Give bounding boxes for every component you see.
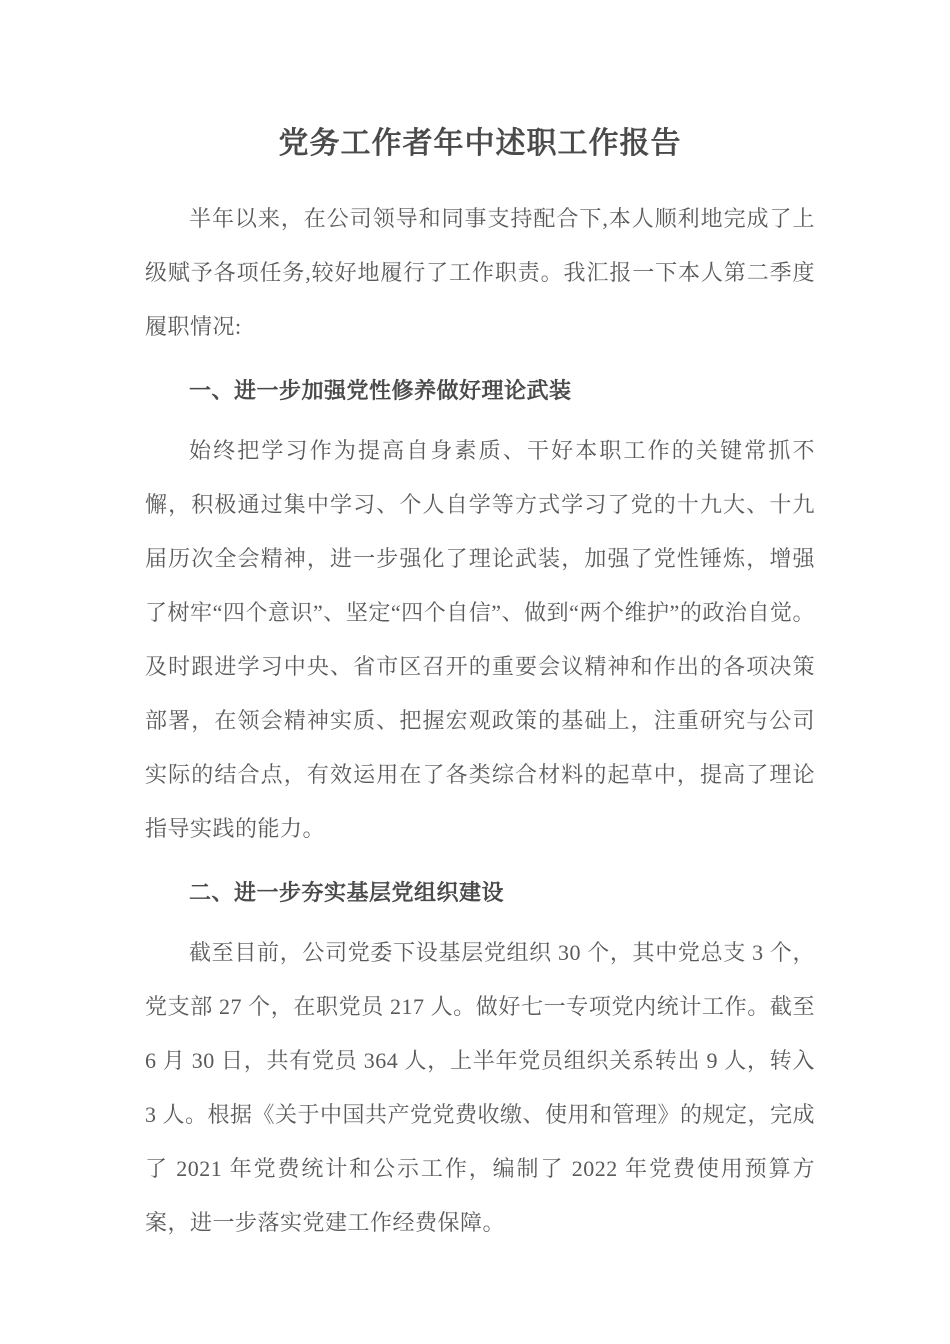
section-heading-2: 二、进一步夯实基层党组织建设 (189, 880, 505, 905)
paragraph-section-2: 截至目前，公司党委下设基层党组织 30 个，其中党总支 3 个，党支部 27 个，在职党员 217 人。做好七一专项党内统计工作。截至 6 月 30 日，共有党员 364 人，上半年党员组织关系转出 9 人，转入 3 人。根据《关于中国共产党党费收缴、使用和管理》的规定，完成了 2021 年党费统计和公示工作，编制了 2022 年党费使用预算方案，进一步落实党建工作经费保障。 (145, 940, 816, 1235)
paragraph-section-1: 始终把学习作为提高自身素质、干好本职工作的关键常抓不懈，积极通过集中学习、个人自学等方式学习了党的十九大、十九届历次全会精神，进一步强化了理论武装，加强了党性锤炼，增强了树牢“四个意识”、坚定“四个自信”、做到“两个维护”的政治自觉。及时跟进学习中央、省市区召开的重要会议精神和作出的各项决策部署，在领会精神实质、把握宏观政策的基础上，注重研究与公司实际的结合点，有效运用在了各类综合材料的起草中，提高了理论指导实践的能力。 (145, 438, 815, 841)
section-heading-1: 一、进一步加强党性修养做好理论武装 (189, 378, 572, 403)
paragraph-intro: 半年以来，在公司领导和同事支持配合下,本人顺利地完成了上级赋予各项任务,较好地履行了工作职责。我汇报一下本人第二季度履职情况: (145, 206, 815, 339)
document-title: 党务工作者年中述职工作报告 (278, 127, 682, 160)
